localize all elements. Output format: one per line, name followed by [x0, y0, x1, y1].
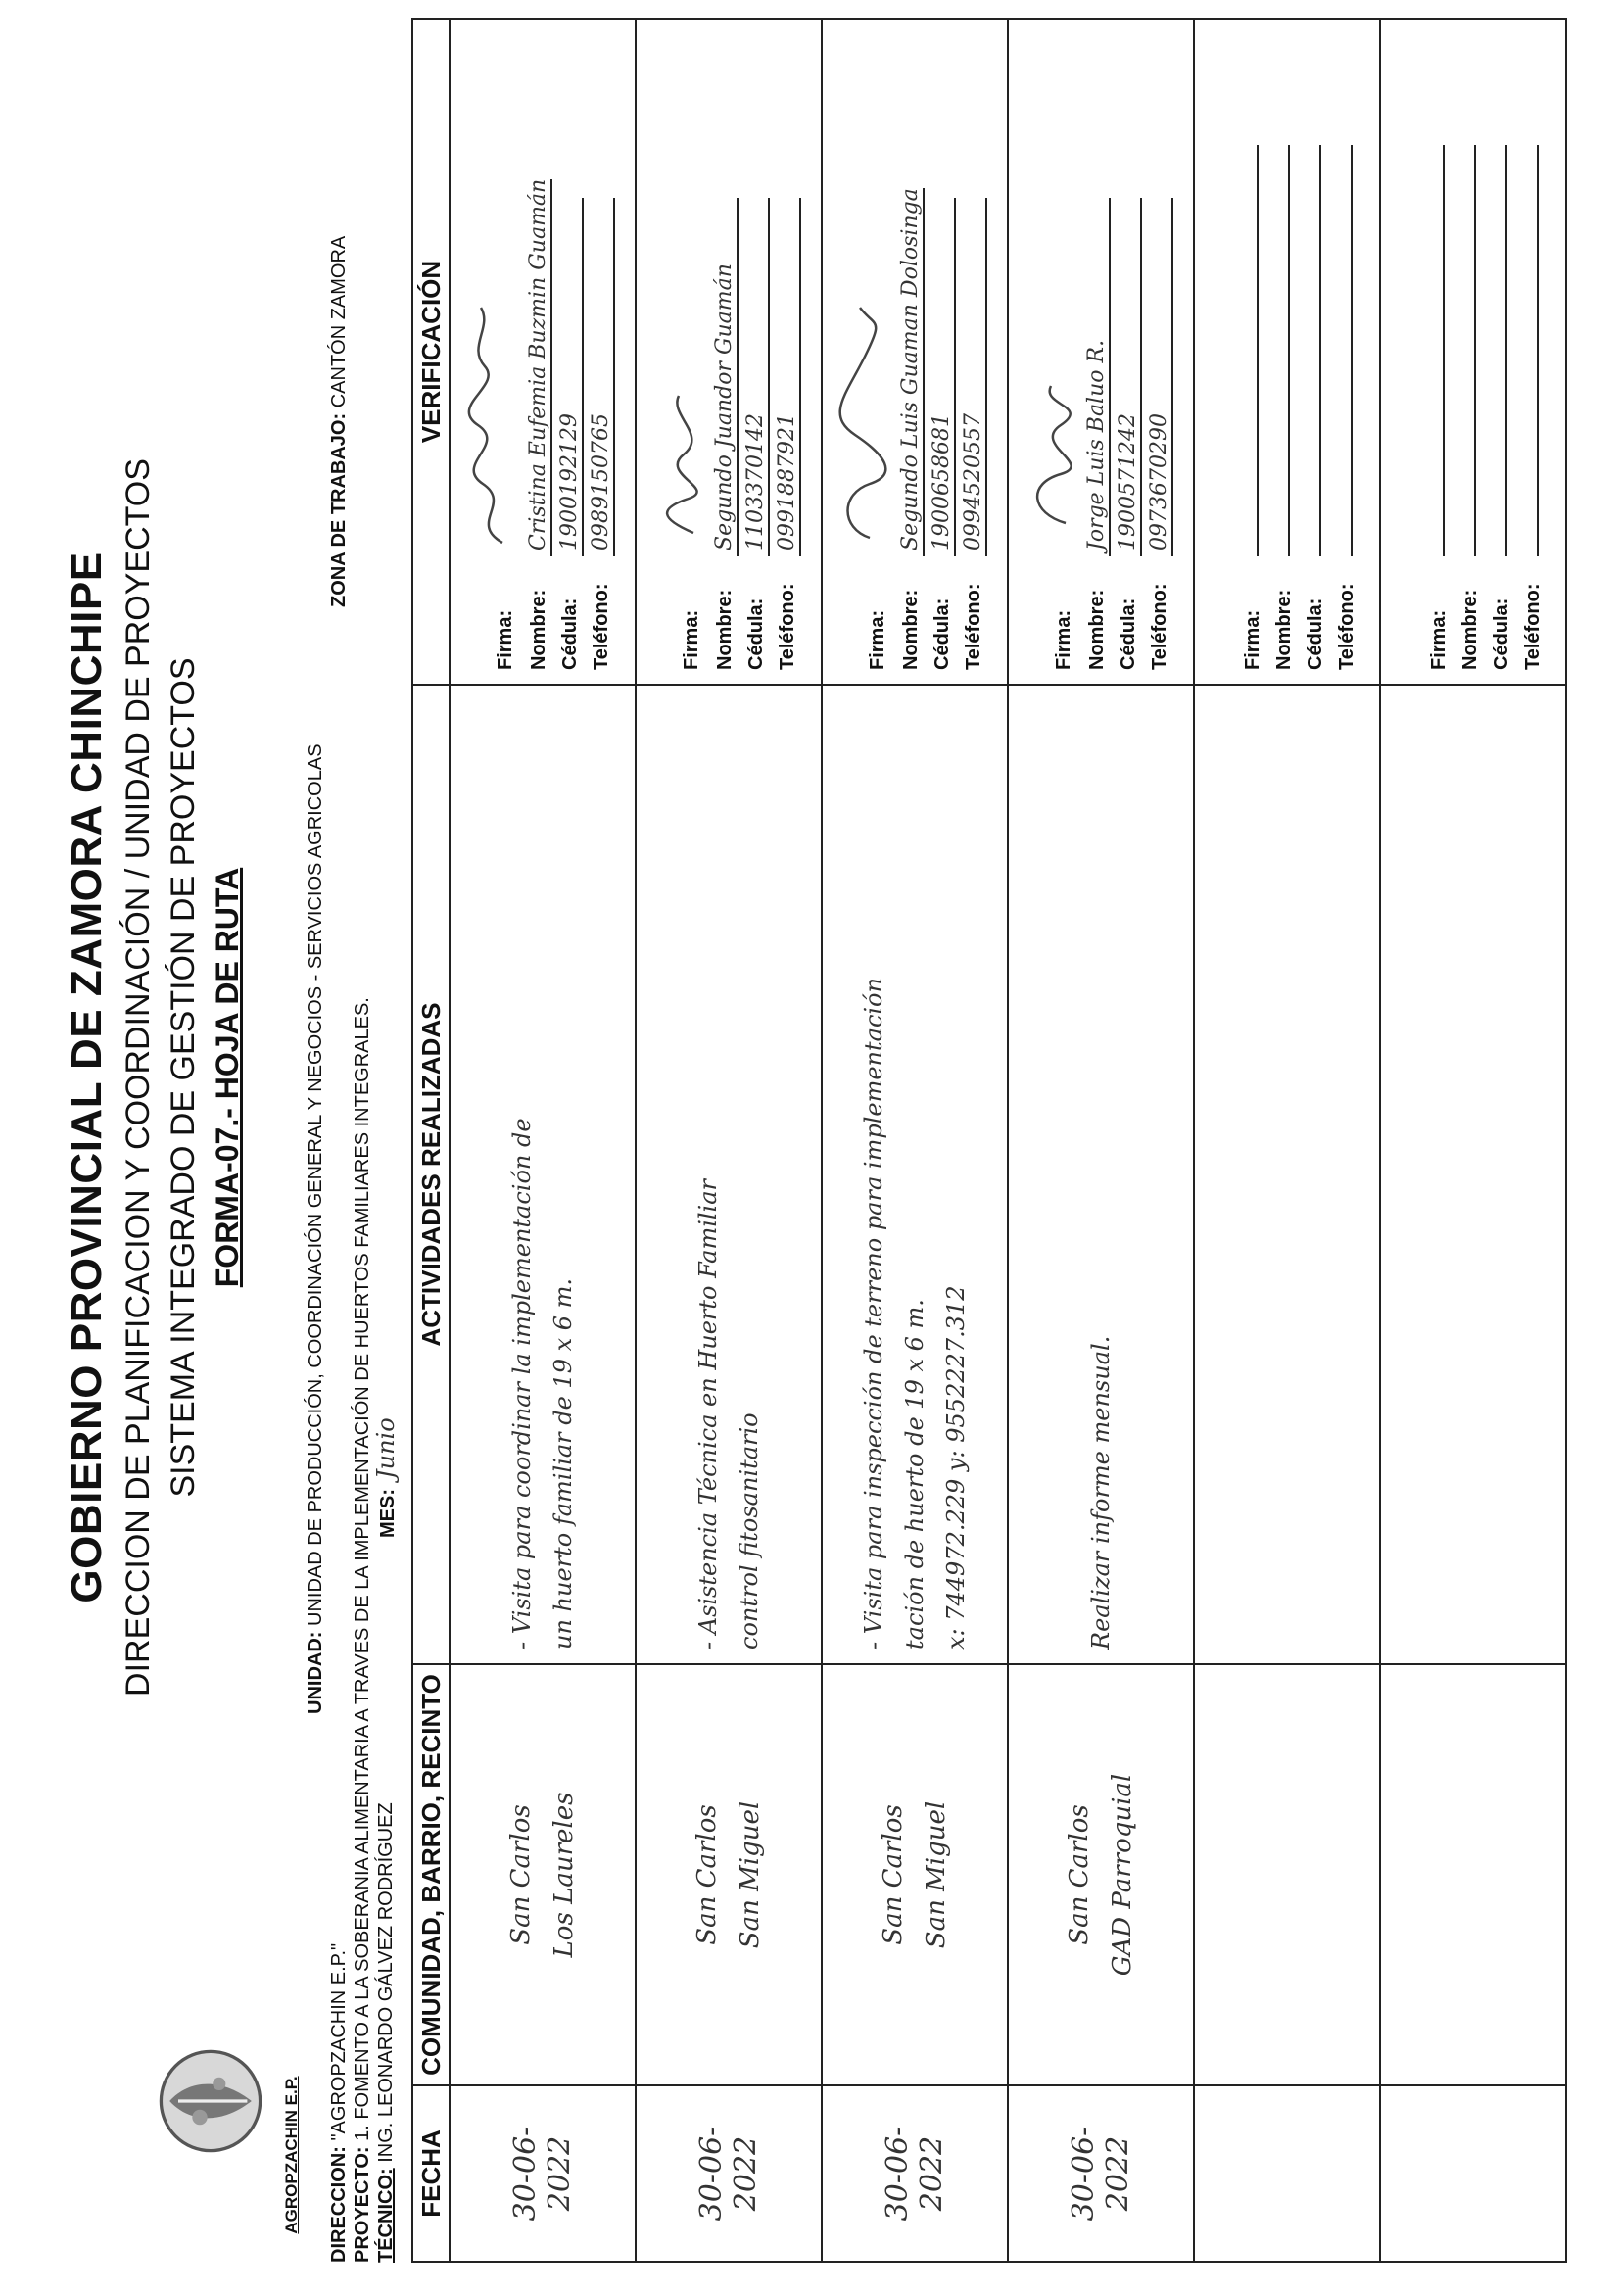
actividad-line: control fitosanitario: [736, 1412, 763, 1650]
unidad-field: UNIDAD: UNIDAD DE PRODUCCIÓN, COORDINACIÓN GENERAL Y NEGOCIOS - SERVICIOS AGRICOLAS: [305, 743, 326, 1714]
telefono-value: 0973670290: [1147, 198, 1173, 556]
comunidad-line: San Carlos: [506, 1804, 536, 1945]
comunidad-line: San Carlos: [1065, 1804, 1094, 1945]
verification-block: [461, 33, 624, 670]
zona-field: ZONA DE TRABAJO: CANTÓN ZAMORA: [328, 235, 350, 607]
verification-block: [1206, 33, 1368, 670]
comunidad-line: Los Laureles: [549, 1792, 579, 1958]
firma-row: Firma:: [1425, 145, 1453, 670]
telefono-row: Teléfono:: [1519, 145, 1547, 670]
comunidad-cell: [1194, 1664, 1380, 2085]
route-table-body: [450, 19, 1566, 2262]
actividad-line: - Visita para inspección de terreno para implementación: [860, 978, 887, 1650]
table-row: [1380, 19, 1566, 2262]
route-table: [411, 18, 1567, 2263]
cedula-value: 1900571242: [1116, 198, 1142, 556]
header-comunidad: COMUNIDAD, BARRIO, RECINTO: [412, 1664, 450, 2085]
nombre-value: Segundo Juandor Guamán: [712, 198, 739, 556]
header-fecha: FECHA: [412, 2085, 450, 2262]
logo-text: AGROPZACHIN E.P.: [282, 2076, 301, 2234]
verification-block: [834, 33, 996, 670]
actividad-line: Realizar informe mensual.: [1087, 1335, 1115, 1650]
hoja-de-ruta-sheet: [39, 20, 1587, 2263]
organization-title: GOBIERNO PROVINCIAL DE ZAMORA CHINCHIPE: [63, 551, 111, 1603]
mes-field: MES:Junio: [372, 1417, 400, 1538]
fecha-cell: 30-06-2022: [636, 2085, 822, 2262]
nombre-row: Nombre:Cristina Eufemia Buzmin Guamán: [526, 178, 550, 670]
telefono-blank-line: [1519, 145, 1539, 556]
header-verificacion: VERIFICACIÓN: [412, 19, 450, 685]
cedula-row: Cédula:: [1302, 145, 1329, 670]
table-header-row: [412, 19, 450, 2262]
signature-image: [463, 298, 518, 552]
actividad-line: - Asistencia Técnica en Huerto Familiar: [694, 1178, 722, 1650]
firma-row: Firma:: [1239, 145, 1266, 670]
header-actividades: ACTIVIDADES REALIZADAS: [412, 685, 450, 1664]
direccion-field: DIRECCION: "AGROPZACHIN E.P.": [328, 1942, 350, 2263]
actividad-line: un huerto familiar de 19 x 6 m.: [549, 1277, 577, 1650]
nombre-row: Nombre:Segundo Juandor Guamán: [712, 198, 739, 670]
fecha-cell: [1194, 2085, 1380, 2262]
fecha-cell: 30-06-2022: [450, 2085, 636, 2262]
comunidad-line: San Miguel: [922, 1800, 951, 1949]
form-metadata: [304, 20, 398, 2263]
comunidad-line: San Carlos: [879, 1804, 908, 1945]
telefono-value: 0989150765: [589, 198, 615, 556]
nombre-row: Nombre:Segundo Luis Guaman Dolosinga: [898, 188, 923, 670]
tecnico-field: TÉCNICO: ING. LEONARDO GÁLVEZ RODRÍGUEZ: [375, 1802, 397, 2263]
firma-row: Firma:: [681, 609, 702, 670]
cedula-blank-line: [1302, 145, 1321, 556]
agropzachin-logo-icon: [157, 2047, 264, 2155]
firma-blank-line: [1425, 145, 1445, 556]
comunidad-cell: [450, 1664, 636, 2085]
verificacion-cell: [450, 19, 636, 685]
fecha-cell: 30-06-2022: [822, 2085, 1008, 2262]
proyecto-field: PROYECTO: 1. FOMENTO A LA SOBERANIA ALIMENTARIA A TRAVES DE LA IMPLEMENTACIÓN DE HUERTOS FAMILIARES INTEGRALES.: [352, 997, 373, 2263]
cedula-row: Cédula:1900192129: [557, 198, 585, 670]
actividad-line: x: 744972.229 y: 9552227.312: [942, 1285, 970, 1650]
cedula-value: 1103370142: [743, 198, 770, 556]
nombre-row: Nombre:: [1456, 145, 1484, 670]
cedula-row: Cédula:1900571242: [1116, 198, 1143, 670]
system-subtitle: SISTEMA INTEGRADO DE GESTIÓN DE PROYECTOS: [165, 657, 202, 1498]
table-row: [450, 19, 636, 2262]
logo-block: [157, 2047, 323, 2263]
document-header: [59, 441, 249, 1714]
department-subtitle: DIRECCION DE PLANIFICACION Y COORDINACIÓN / UNIDAD DE PROYECTOS: [119, 458, 157, 1697]
table-row: [1194, 19, 1380, 2262]
nombre-row: Nombre:: [1270, 145, 1298, 670]
actividades-cell: [1380, 685, 1566, 1664]
signature-image: [1022, 298, 1076, 552]
nombre-value: Jorge Luis Baluo R.: [1084, 198, 1111, 556]
cedula-row: Cédula:1103370142: [743, 198, 771, 670]
firma-row: Firma:: [495, 609, 516, 670]
verification-block: [647, 33, 810, 670]
telefono-value: 0991887921: [775, 198, 801, 556]
telefono-row: Teléfono:0989150765: [589, 198, 616, 670]
cedula-value: 1900192129: [557, 198, 584, 556]
firma-row: Firma:: [867, 609, 888, 670]
telefono-row: Teléfono:: [1333, 145, 1360, 670]
verificacion-cell: [1008, 19, 1194, 685]
verificacion-cell: [636, 19, 822, 685]
table-row: [1008, 19, 1194, 2262]
telefono-blank-line: [1333, 145, 1353, 556]
comunidad-cell: [636, 1664, 822, 2085]
telefono-row: Teléfono:0994520557: [961, 198, 988, 670]
nombre-value: Cristina Eufemia Buzmin Guamán: [526, 179, 552, 556]
actividades-cell: [1194, 685, 1380, 1664]
telefono-row: Teléfono:0973670290: [1147, 198, 1174, 670]
verificacion-cell: [1194, 19, 1380, 685]
firma-row: Firma:: [1053, 609, 1074, 670]
comunidad-line: San Carlos: [692, 1804, 722, 1945]
nombre-blank-line: [1270, 145, 1290, 556]
fecha-cell: 30-06-2022: [1008, 2085, 1194, 2262]
telefono-value: 0994520557: [961, 198, 987, 556]
telefono-row: Teléfono:0991887921: [775, 198, 802, 670]
comunidad-cell: [1380, 1664, 1566, 2085]
fecha-cell: [1380, 2085, 1566, 2262]
comunidad-line: GAD Parroquial: [1108, 1773, 1137, 1977]
signature-image: [649, 298, 704, 552]
verificacion-cell: [822, 19, 1008, 685]
actividades-cell: [636, 685, 822, 1664]
verificacion-cell: [1380, 19, 1566, 685]
cedula-blank-line: [1488, 145, 1507, 556]
comunidad-cell: [1008, 1664, 1194, 2085]
comunidad-cell: [822, 1664, 1008, 2085]
cedula-value: 1900658681: [929, 198, 956, 556]
table-row: [636, 19, 822, 2262]
nombre-row: Nombre:Jorge Luis Baluo R.: [1084, 198, 1112, 670]
verification-block: [1020, 33, 1182, 670]
firma-blank-line: [1239, 145, 1259, 556]
actividades-cell: [1008, 685, 1194, 1664]
actividad-line: - Visita para coordinar la implementación de: [508, 1118, 536, 1650]
comunidad-line: San Miguel: [736, 1800, 765, 1949]
verification-block: [1392, 33, 1554, 670]
actividades-cell: [822, 685, 1008, 1664]
nombre-value: Segundo Luis Guaman Dolosinga: [898, 188, 925, 556]
cedula-row: Cédula:1900658681: [929, 198, 957, 670]
form-title: FORMA-07.- HOJA DE RUTA: [210, 867, 245, 1288]
actividad-line: tación de huerto de 19 x 6 m.: [901, 1299, 929, 1650]
actividades-cell: [450, 685, 636, 1664]
signature-image: [835, 298, 890, 552]
table-row: [822, 19, 1008, 2262]
cedula-row: Cédula:: [1488, 145, 1515, 670]
nombre-blank-line: [1456, 145, 1476, 556]
